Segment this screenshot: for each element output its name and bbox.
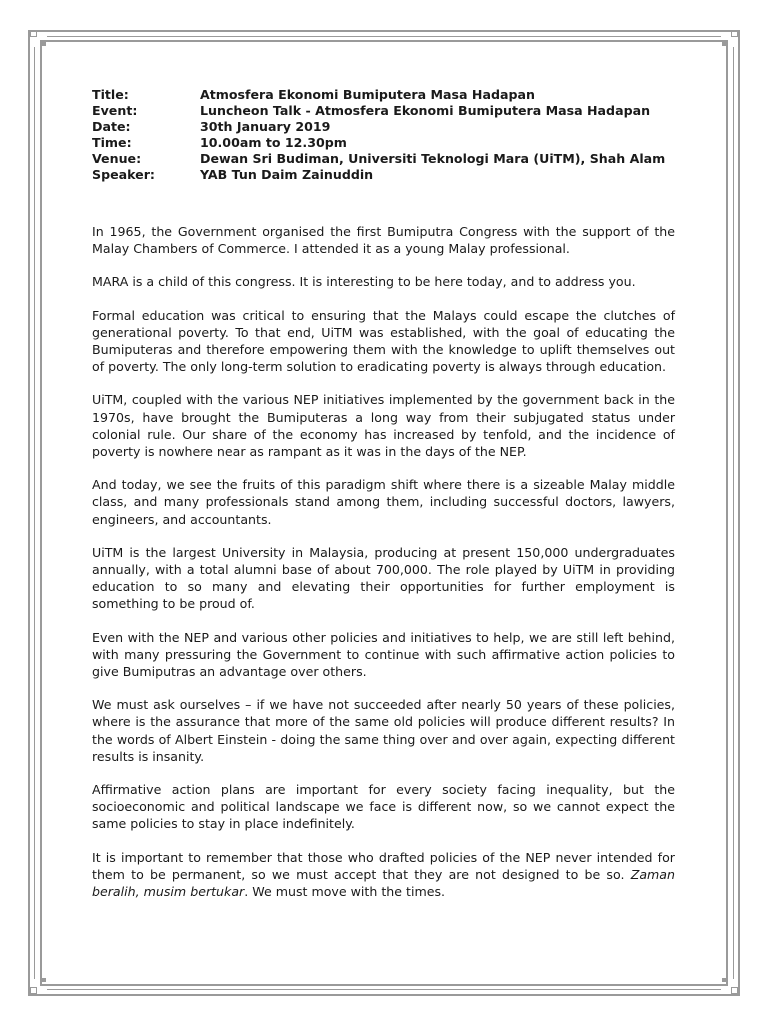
corner-ornament-bottom-right bbox=[731, 987, 738, 994]
venue-value: Dewan Sri Budiman, Universiti Teknologi Mara (UiTM), Shah Alam bbox=[200, 151, 666, 166]
date-value: 30th January 2019 bbox=[200, 119, 331, 134]
date-label: Date: bbox=[92, 119, 131, 134]
paragraph-10-text-b: . We must move with the times. bbox=[244, 884, 446, 900]
venue-row bbox=[92, 151, 665, 167]
paragraph-9: Affirmative action plans are important for every society facing inequality, but the socioeconomic and political landscape we face is different now, so we cannot expect the same policies to stay in place indefinitely. bbox=[92, 782, 675, 832]
paragraph-7: Even with the NEP and various other policies and initiatives to help, we are still left behind, with many pressuring the Government to continue with such affirmative action policies to give Bumiputras an advantage over others. bbox=[92, 629, 675, 680]
event-details bbox=[92, 87, 665, 183]
corner-dot-top-left bbox=[42, 42, 46, 46]
speaker-value: YAB Tun Daim Zainuddin bbox=[200, 167, 374, 182]
paragraph-1: In 1965, the Government organised the first Bumiputra Congress with the support of the Malay Chambers of Commerce. I attended it as a young Malay professional. bbox=[92, 224, 675, 257]
title-label: Title: bbox=[92, 87, 129, 102]
event-label: Event: bbox=[92, 103, 138, 118]
paragraph-8: We must ask ourselves – if we have not succeeded after nearly 50 years of these policies, where is the assurance that more of the same old policies will produce different results? In the words of Albert Einstein - doing the same thing over and over again, expecting different results is insanity. bbox=[92, 697, 675, 764]
paragraph-4: UiTM, coupled with the various NEP initiatives implemented by the government back in the 1970s, have brought the Bumiputeras a long way from their subjugated status under colonial rule. Our share of the economy has increased by tenfold, and the incidence of poverty is nowhere near as rampant as it was in the days of the NEP. bbox=[92, 392, 675, 460]
title-value: Atmosfera Ekonomi Bumiputera Masa Hadapan bbox=[200, 87, 535, 102]
time-label: Time: bbox=[92, 135, 132, 150]
paragraph-10 bbox=[92, 849, 675, 901]
corner-ornament-top-right bbox=[731, 30, 738, 37]
speaker-row bbox=[92, 167, 665, 183]
speaker-label: Speaker: bbox=[92, 167, 155, 182]
time-value: 10.00am to 12.30pm bbox=[200, 135, 347, 150]
paragraph-2: MARA is a child of this congress. It is interesting to be here today, and to address you. bbox=[92, 274, 636, 290]
corner-ornament-top-left bbox=[30, 30, 37, 37]
corner-dot-bottom-right bbox=[722, 978, 726, 982]
paragraph-3: Formal education was critical to ensuring that the Malays could escape the clutches of generational poverty. To that end, UiTM was established, with the goal of educating the Bumiputeras and therefore empowering them with the knowledge to uplift themselves out of poverty. The only long-term solution to eradicating poverty is always through education. bbox=[92, 307, 675, 375]
event-value: Luncheon Talk - Atmosfera Ekonomi Bumiputera Masa Hadapan bbox=[200, 103, 651, 118]
border-left-line bbox=[34, 47, 35, 979]
border-bottom-line bbox=[47, 989, 721, 990]
border-top-line bbox=[47, 36, 721, 37]
corner-ornament-bottom-left bbox=[30, 987, 37, 994]
paragraph-5: And today, we see the fruits of this paradigm shift where there is a sizeable Malay middle class, and many professionals stand among them, including successful doctors, lawyers, engineers, and accountants. bbox=[92, 477, 675, 527]
corner-dot-top-right bbox=[722, 42, 726, 46]
date-row bbox=[92, 119, 665, 135]
paragraph-6: UiTM is the largest University in Malaysia, producing at present 150,000 undergraduates annually, with a total alumni base of about 700,000. The role played by UiTM in providing education to so many and elevating their opportunities for further employment is something to be proud of. bbox=[92, 544, 675, 612]
time-row bbox=[92, 135, 665, 151]
corner-dot-bottom-left bbox=[42, 978, 46, 982]
paragraph-10-text-a: It is important to remember that those who drafted policies of the NEP never intended for them to be permanent, so we must accept that they are not designed to be so. bbox=[92, 849, 675, 882]
malay-proverb: Zaman beralih, musim bertukar bbox=[92, 866, 675, 900]
border-right-line bbox=[733, 47, 734, 979]
speech-body bbox=[92, 223, 675, 900]
title-row bbox=[92, 87, 665, 103]
venue-label: Venue: bbox=[92, 151, 142, 166]
event-row bbox=[92, 103, 665, 119]
